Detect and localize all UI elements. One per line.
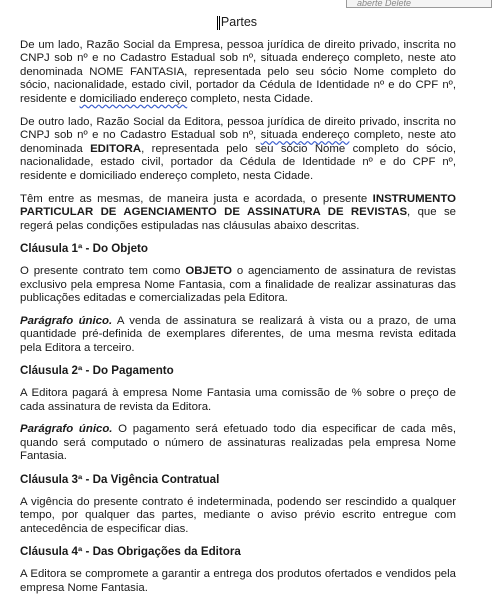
text: Têm entre as mesmas, de maneira justa e acordada, o presente <box>20 192 373 205</box>
paragraph-agreement <box>20 193 456 234</box>
paragraph-parties-publisher <box>20 116 456 184</box>
clause-heading: Cláusula 4ª - Das Obrigações da Editora <box>20 545 241 559</box>
text: completo, nesta Cidade. <box>187 92 314 105</box>
clause-paragraph: A vigência do presente contrato é indeterminada, podendo ser rescindido a qualquer tempo, por qualquer das partes, mediante o aviso prévio escrito entregue com antecedência de especificar dias. <box>20 495 456 535</box>
text: O presente contrato tem como <box>20 264 186 277</box>
clause-paragraph: A Editora se compromete a garantir a entrega dos produtos ofertados e vendidos pela empresa Nome Fantasia. <box>20 568 456 594</box>
text: O pagamento será efetuado todo dia especificar de cada mês, quando será computado o número de assinaturas realizadas pela empresa Nome Fantasia. <box>20 423 456 463</box>
clause-heading: Cláusula 1ª - Do Objeto <box>20 242 148 256</box>
text: o agenciamento de assinatura de revistas exclusivo pela empresa Nome Fantasia, com a finalidade de realizar assinaturas das publicações editadas e comercializadas pela Editora. <box>20 264 456 305</box>
title-text: Partes <box>220 15 258 29</box>
text: De outro lado, Razão Social da Editora, pessoa jurídica de direito privado, inscrita no CNPJ sob nº e no Cadastro Estadual sob nº, <box>20 115 456 142</box>
text: completo, neste ato denominada <box>20 129 456 155</box>
paragraph-label: Parágrafo único. <box>20 314 113 327</box>
paragraph-parties-company <box>20 39 456 107</box>
text: , representada pelo seu sócio Nome completo do sócio, nacionalidade, estado civil, portador da Cédula de Identidade nº e do CPF nº, residente e domiciliado endereço completo, nesta Cidade. <box>20 142 456 182</box>
document-page <box>20 16 456 604</box>
spellcheck-text: domiciliado endereço <box>79 92 188 105</box>
bold-term: OBJETO <box>185 264 232 277</box>
text: A venda de assinatura se realizará à vista ou a prazo, de uma quantidade pré-definida de exemplares diferentes, de uma mesma revista editada pela Editora a terceiro. <box>20 314 456 354</box>
clause-sole-paragraph <box>20 315 456 356</box>
text-cursor <box>217 16 259 30</box>
spellcheck-text: situada endereço <box>260 129 350 142</box>
clause-paragraph: A Editora pagará à empresa Nome Fantasia uma comissão de % sobre o preço de cada assinatura de revista da Editora. <box>20 387 456 413</box>
toolbar-fragment <box>346 0 492 8</box>
bold-term: INSTRUMENTO PARTICULAR DE AGENCIAMENTO DE ASSINATURA DE REVISTAS <box>20 192 456 219</box>
paragraph-label: Parágrafo único. <box>20 423 113 436</box>
page-title <box>20 16 456 30</box>
clause-paragraph <box>20 265 456 306</box>
clause-heading: Cláusula 2ª - Do Pagamento <box>20 364 174 378</box>
clause-heading: Cláusula 3ª - Da Vigência Contratual <box>20 473 220 487</box>
text: De um lado, Razão Social da Empresa, pessoa jurídica de direito privado, inscrita no CNPJ sob nº e no Cadastro Estadual sob nº, situada endereço completo, neste ato denominada NOME FANTASIA, representada pelo seu sócio Nome completo do sócio, nacionalidade, estado civil, portador da Cédula de Identidade nº e do CPF nº, residente e <box>20 38 456 105</box>
bold-term: EDITORA <box>90 142 142 155</box>
text: , que se regerá pelas condições estipuladas nas cláusulas abaixo descritas. <box>20 206 456 232</box>
clause-sole-paragraph <box>20 423 456 464</box>
toolbar-text: aberte Delete <box>357 0 412 8</box>
